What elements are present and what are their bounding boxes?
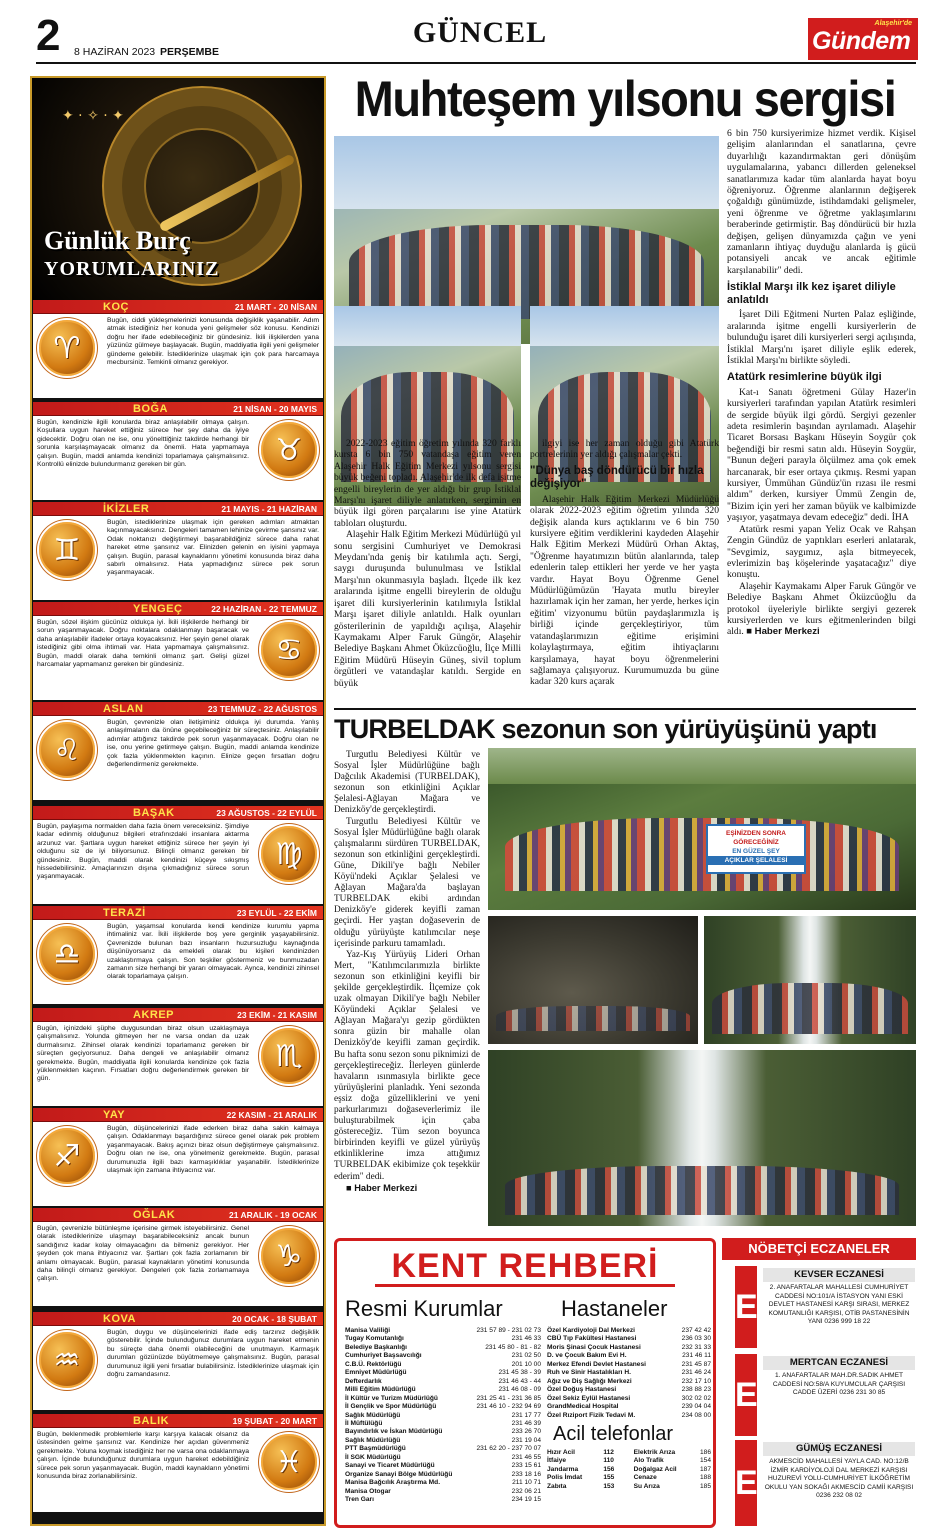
resmi-list	[345, 1327, 541, 1505]
zodiac-icon: ♓	[261, 1434, 317, 1490]
star-decor-icon: ✦ · ✧ · ✦	[62, 108, 124, 124]
rehber-phone: 233 26 70	[511, 1428, 541, 1436]
rehber-phone: 232 31 33	[681, 1343, 711, 1351]
horoscope-sign	[33, 300, 323, 398]
rehber-row	[345, 1344, 541, 1352]
eczane-title: NÖBETÇİ ECZANELER	[722, 1238, 916, 1260]
sign-dates: 21 MAYIS - 21 HAZİRAN	[221, 504, 317, 514]
rehber-label: İl SGK Müdürlüğü	[345, 1453, 401, 1461]
rehber-row	[345, 1412, 541, 1420]
weekday-text: PERŞEMBE	[160, 46, 219, 58]
hikers-banner	[706, 824, 806, 874]
rehber-phone: 231 45 87	[681, 1360, 711, 1368]
sign-name: BOĞA	[133, 403, 168, 415]
rehber-row	[547, 1378, 711, 1386]
rehber-row	[345, 1445, 541, 1453]
acil-label-2: Cenaze	[633, 1474, 657, 1482]
rehber-label: Merkez Efendi Devlet Hastanesi	[547, 1360, 646, 1368]
rehber-label: İl Gençlik ve Spor Müdürlüğü	[345, 1403, 437, 1411]
rehber-phone: 231 46 55	[511, 1453, 541, 1461]
rehber-label: İl Kültür ve Turizm Müdürlüğü	[345, 1394, 438, 1402]
rehber-row	[547, 1369, 711, 1377]
sign-text: Bugün, çevrenizle bütünleşme içerisine girmek isteyebilirsiniz. Genel olarak istediklerinize ulaşmayı başarabileceksiniz ancak bunun sandığınız kadar kolay olmayacağını da bilmeniz gerekiyor. Her şeyden çok mana ihtiyacınız var. Şartları çok fazla zorlamanın bir anlamı olmayacak. Bugün, parasal kaynakların yönetimi konusunda daha bilinçli olmanız gerekiyor. Dengeleri çok fazla zorlamamaya çalışın.	[37, 1225, 249, 1283]
article2-para2: Turgutlu Belediyesi Kültür ve Sosyal İşler Müdürlüğüne bağlı olarak çalışmalarını sürdüren TURBELDAK, sezonun son etkinliğini gerçekleştirdi. Güne, Dikili'ye bağlı Nebiler Köyü'ndeki Açıklar Şelalesi ve Ağlayan Mağara'da başlayan TURBELDAK ekibi ardından Denizköy'e giderek keyifli zaman geçirdi. Her yaştan doğaseverin de olduğu yürüyüşte katılımcılar neşe içerisinde parkuru tamamladı.	[334, 816, 480, 949]
rehber-row	[345, 1428, 541, 1436]
photo-cave	[488, 916, 698, 1044]
zodiac-icon: ♒	[39, 1332, 95, 1388]
eczane-name: GÜMÜŞ ECZANESİ	[763, 1442, 915, 1456]
rehber-row	[345, 1437, 541, 1445]
sign-text: Bugün, sözel ilişkim gücünüz oldukça iyi. İkili ilişkilerde herhangi bir sorun yaşanmayacak. Doğru noktalara odaklanmayı başaracak ve daha anlaşılabilir ifadeler ortaya koyacaksınız. Her şeyin genel olarak istediğiniz gibi olma ihtimali var. Hata yapmamaya çalışmalısınız. Bugün, maddi olarak daha temkinli olmanız şart. Gelişi güzel harcamalar yapmamanız gereken bir gündesiniz.	[37, 619, 249, 669]
date-text: 8 HAZİRAN 2023	[74, 46, 156, 58]
sign-dates: 23 TEMMUZ - 22 AĞUSTOS	[207, 704, 317, 714]
eczane-address: 1. ANAFARTALAR MAH.DR.SADIK AHMET CADDESİ NO:58/A KUYUMCULAR ÇARŞISI CADDE ÜZERİ 0236 231 30 85	[772, 1372, 906, 1396]
rehber-row	[345, 1361, 541, 1369]
rehber-row	[547, 1361, 711, 1369]
eczane-item	[735, 1266, 915, 1348]
rehber-label: Manisa Valiliği	[345, 1327, 391, 1334]
sign-dates: 23 AĞUSTOS - 22 EYLÜL	[216, 808, 317, 818]
rehber-phone: 201 10 00	[511, 1360, 541, 1368]
sign-dates: 23 EKİM - 21 KASIM	[237, 1010, 317, 1020]
article1-subhead2: İstiklal Marşı ilk kez işaret diliyle anlatıldı	[727, 281, 896, 306]
zodiac-icon: ♑	[261, 1228, 317, 1284]
hastane-list	[547, 1327, 711, 1420]
sign-name: BALIK	[133, 1415, 170, 1427]
acil-phone: 156	[603, 1465, 615, 1473]
rehber-label: PTT Başmüdürlüğü	[345, 1445, 406, 1453]
rehber-row	[547, 1335, 711, 1343]
sign-text: Bugün, yaşamsal konularda kendi kendinize kurumlu yapma ihtimaliniz var. İkili ilişkilerde boş yere gerginlik yaşayabilirsiniz. Çevrenizde bulunan bazı insanların huzursuzluğu kaynağında düşünüyorsanız da emekleli olarak bu kişileri kendinizden uzaklaştırmaya çalışın. Son teşkiler göstermeniz ve bunmuzadan zamanın size herhangi bir yararı olmayacak. Aynca, kendinizi zihinsel olarak toparlamaya çalışın.	[107, 923, 319, 981]
rehber-phone: 234 19 15	[511, 1496, 541, 1504]
rehber-phone: 231 46 24	[681, 1369, 711, 1377]
article2-byline: ■ Haber Merkezi	[346, 1182, 418, 1193]
rehber-phone: 232 06 21	[511, 1487, 541, 1495]
rehber-label: Emniyet Müdürlüğü	[345, 1369, 407, 1377]
zodiac-icon: ♋	[261, 622, 317, 678]
sign-dates: 21 MART - 20 NİSAN	[234, 302, 317, 312]
eczane-e-icon: E	[735, 1266, 757, 1348]
article2-text	[334, 750, 480, 1194]
acil-phone-2: 154	[699, 1457, 711, 1465]
sign-text: Bugün, içinizdeki şüphe duygusundan biraz olsun uzaklaşmaya çalışmalısınız. Yolunda gitmeyen her ne varsa ondan da uzak durmalısınız. Zihinsel olarak kendinizi toparlamanız gereken bir süreçten geçiyorsunuz. Daha dengeli ve anlaşılabilir olmanız gerekmekte. Bugün, maddiyatla ilgili konularda kendinize çok fazla yüklenmekten kaçının. Fırsatları doğru değerlendirmek gereken bir gün.	[37, 1025, 249, 1083]
horoscope-sign	[33, 1108, 323, 1206]
rehber-label: Manisa Otogar	[345, 1487, 391, 1495]
sign-dates: 20 OCAK - 18 ŞUBAT	[232, 1314, 317, 1324]
sign-text: Bugün, beklenmedik problemlerle karşı karşıya kalacak olsanız da üstesinden gelme şansınız var. Kendinize her açıdan güvenmeniz gerekmekte. Yoluna koymak istediğiniz her ne varsa ona odaklanmaya çalışın. İçinde bulunduğunuz durumlara uygun hareket edebildiğiniz sürece pek sorun yaşanmayacak. Bugün, maddi kaynakların yönetimi konusunda biraz zorlanabilirsiniz.	[37, 1431, 249, 1481]
banner-line3: EN GÜZEL ŞEY	[732, 848, 780, 855]
article2-para1: Turgutlu Belediyesi Kültür ve Sosyal İşler Müdürlüğüne bağlı Dağcılık Akademisi (TURBELDAK), sezonun son etkinliğini Açıklar Şelalesi-Ağlayan Mağara ve Denizköy'de gerçekleştirdi.	[334, 750, 480, 816]
sign-name: TERAZİ	[103, 907, 146, 919]
rehber-phone: 234 08 00	[681, 1411, 711, 1419]
acil-list	[547, 1449, 711, 1491]
rehber-phone: 231 17 77	[511, 1411, 541, 1419]
rehber-row	[345, 1327, 541, 1335]
logo-top: Alaşehir'de	[874, 20, 912, 27]
rehber-label: Milli Eğitim Müdürlüğü	[345, 1386, 416, 1394]
acil-label: Polis İmdat	[547, 1474, 583, 1482]
rehber-phone: 302 02 02	[681, 1394, 711, 1402]
rehber-label: Özel Sekiz Eylül Hastanesi	[547, 1394, 631, 1402]
sign-name: OĞLAK	[133, 1209, 176, 1221]
acil-label: İtfaiye	[547, 1457, 567, 1465]
horoscope-sign	[33, 602, 323, 700]
banner-line4: AÇIKLAR ŞELALESİ	[708, 856, 804, 865]
sign-name: BAŞAK	[133, 807, 175, 819]
page-number: 2	[36, 11, 61, 60]
article1-para5: 6 bin 750 kursiyerimize hizmet verdik. Kişisel gelişim alanlarından el sanatlarına, çevre duyarlılığı kazandırmaktan geri dönüşüm uygulamalarına, yabancı dillerden geleneksel sanatlarımıza kadar tüm alanlarda hayat boyu öğreniyoruz. Öğrenme alanlarının değişerek çoğaldığı günümüzde, istihdamdaki gelişmeler, yeni öğrenme ve öğretme yaklaşımlarını beraberinde getirmiştir. Baş döndürücü bir hızla değişen, gelişen dünyamızda çağın ve yeni zamanların ihtiyaç duyduğu alanlarda iş gücü potansiyeli ancak ve ancak eğitimle karşılanabilir" dedi.	[727, 128, 916, 276]
acil-row	[547, 1474, 711, 1482]
rehber-phone: 236 03 30	[681, 1335, 711, 1343]
rehber-row	[547, 1386, 711, 1394]
rehber-phone: 231 46 39	[511, 1419, 541, 1427]
rehber-label: Sanayi ve Ticaret Müdürlüğü	[345, 1462, 435, 1470]
eczane-e-icon: E	[735, 1440, 757, 1526]
sign-dates: 19 ŞUBAT - 20 MART	[232, 1416, 317, 1426]
rehber-row	[345, 1496, 541, 1504]
rehber-label: C.B.Ü. Rektörlüğü	[345, 1360, 402, 1368]
rehber-label: Organize Sanayi Bölge Müdürlüğü	[345, 1470, 453, 1478]
rehber-row	[345, 1395, 541, 1403]
acil-label-2: Alo Trafik	[633, 1457, 664, 1465]
rehber-label: Moris Şinasi Çocuk Hastanesi	[547, 1343, 641, 1351]
sign-name: İKİZLER	[103, 503, 150, 515]
sign-dates: 23 EYLÜL - 22 EKİM	[236, 908, 317, 918]
zodiac-wheel-graphic	[102, 86, 302, 286]
rehber-label: Manisa Bağcılık Araştırma Md.	[345, 1479, 441, 1487]
zodiac-icon: ♍	[261, 826, 317, 882]
article1-para2: Alaşehir Halk Eğitim Merkezi Müdürlüğü yıl sonu sergisini Cumhuriyet ve Demokrasi Meydanı'nda geniş bir katılımla açtı. Sergi, saygı duruşunda bulunulması ve İstiklal Marşı'nın okunmasıyla başladı. İlçede ilk kez aralarında işitme engelli bireylerin de olduğu işaret dili kursiyerlerinin katılımıyla İstiklal Marşı işaret diliyle anlatıldı. Halk oyunları gösterilerinin de yapıldığı açılışa, Alaşehir Kaymakamı Alper Faruk Güngör, Alaşehir Belediye Başkanı Ahmet Öküzcüoğlu, İlçe Milli Eğitim Müdürü Hüseyin Güneş, sivil toplum örgütleri ve vatandaşlar katıldı. Sergide en büyük	[334, 529, 521, 689]
rehber-label: Sağlık Müdürlüğü	[345, 1436, 401, 1444]
sign-text: Bugün, duygu ve düşüncelerinizi ifade ediş tarzınız değişiklik gösterebilir. İçinde bulunduğunuz durumlara uygun hareket etmenin bu süreçte daha önemli olabileceğini de unutmayın. Karmaşık durumları gözünüzde büyütmemeye çalışmalısınız. Bugün, parasal durumunuz ilgili yeni fırsatlar bulabilirsiniz. İstediklerinize ulaşmak için doğru zamandasınız.	[107, 1329, 319, 1379]
acil-label: Jandarma	[547, 1465, 579, 1473]
acil-phone: 155	[603, 1474, 615, 1482]
sign-text: Bugün, paylaşıma normalden daha fazla önem vereceksiniz. Şimdiye kadar edinmiş olduğunuz bilgileri etrafınızdaki insanlara aktarma arzunuz var. Şartlara uygun hareket ettiğiniz sürece her şeyin iyi olduğunu siz de iyi biliyorsunuz. Bilinçli olmanız gereken bir gündesiniz. Bugün, maddi olarak kendinizi küçeye sıkışmış hissedebilirsiniz. Amaçlarınızın dışına çıkmadığınız sürece sorun yaşanmayacak.	[37, 823, 249, 881]
horoscope-sign	[33, 1414, 323, 1512]
rehber-row	[345, 1386, 541, 1394]
issue-date	[74, 46, 219, 58]
sign-text: Bugün, ciddi yükleşmelerinizi konusunda değişiklik yaşanabilir. Adım atmak istediğiniz her konuda yeni gelişmeler söz konusu. Kendinizi doğru her ifade edebileceğiniz bir gündesiniz. İkili ilişkilerden yana yüzünüz gülmeye başlayacak. Bugün, maddiyatla ilgili yeni gelişmeler gündeme gelebilir. İstediklerinize ulaşmak için çok para harcamaya mecbursiniz. Temkinli olmanız gerekiyor.	[107, 317, 319, 367]
photo-group-hikers	[488, 748, 916, 910]
article1-para9	[727, 581, 916, 638]
eczane-item	[735, 1354, 915, 1436]
rehber-label: Defterdarlık	[345, 1377, 382, 1385]
rehber-phone: 231 57 89 - 231 02 73	[476, 1327, 541, 1334]
rehber-row	[345, 1479, 541, 1487]
banner-line1: EŞİNİZDEN SONRA	[726, 830, 786, 837]
rehber-label: D. ve Çocuk Bakım Evi H.	[547, 1352, 627, 1360]
rehber-phone: 231 46 33	[511, 1335, 541, 1343]
zodiac-icon: ♏	[261, 1028, 317, 1084]
article2-headline: TURBELDAK sezonun son yürüyüşünü yaptı	[334, 714, 877, 744]
zodiac-icon: ♉	[261, 422, 317, 478]
article1-col3	[727, 128, 916, 638]
zodiac-icon: ♈	[39, 320, 95, 376]
acil-phone: 110	[603, 1457, 614, 1465]
article1-para3: ilgiyi ise her zaman olduğu gibi Atatürk portrelerinin yer aldığı çalışmalar çekti.	[530, 438, 719, 461]
article1-col1	[334, 438, 521, 689]
resmi-title: Resmi Kurumlar	[345, 1296, 503, 1321]
sign-name: ASLAN	[103, 703, 144, 715]
rehber-label: Bayındırlık ve İskan Müdürlüğü	[345, 1428, 443, 1436]
rehber-phone: 231 19 04	[511, 1436, 541, 1444]
rehber-row	[547, 1395, 711, 1403]
rehber-phone: 237 42 42	[681, 1327, 711, 1334]
acil-phone-2: 185	[699, 1482, 711, 1490]
rehber-label: CBÜ Tıp Fakültesi Hastanesi	[547, 1335, 637, 1343]
sign-dates: 22 HAZİRAN - 22 TEMMUZ	[211, 604, 317, 614]
article1-para4: Alaşehir Halk Eğitim Merkezi Müdürlüğü olarak 2022-2023 eğitim öğretim yılında 320 değişik alanda kurs açtıklarını ve 6 bin 750 kursiyere eğitim verdiklerini kaydeden Alaşehir Halk Eğitim Merkezi Müdürü Orhan Aktaş, "Öğrenme hayatımızın bütün alanlarında, talep edenlerin talep ettikleri her yerde ve her yaşta vardır. Hayat Boyu Öğrenme Genel Müdürlüğümüzün 'Hayata mutlu bireyler hazırlamak için her zaman, her yerde, herkes için eğitim' vizyonumu bütün paydaşlarımızla iş birliği içinde gerçekleştiriyor, tüm vatandaşlarımızın eğitime erişimini kolaylaştırmaya, eğitim ihtiyaçlarını karşılamaya, hayat boyu öğrenmelerini sağlamaya çalışıyoruz. Kurumumuzda bu güne kadar 320 kurs açarak	[530, 493, 719, 688]
acil-row	[547, 1449, 711, 1457]
rehber-label: Tren Garı	[345, 1496, 374, 1504]
hastane-title: Hastaneler	[561, 1296, 668, 1321]
zodiac-icon: ♊	[39, 522, 95, 578]
horoscope-sign	[33, 906, 323, 1004]
rehber-phone: 233 18 16	[511, 1470, 541, 1478]
horoscope-sign	[33, 702, 323, 800]
acil-phone-2: 186	[699, 1449, 711, 1456]
rehber-phone: 238 88 23	[681, 1386, 711, 1394]
rehber-row	[345, 1488, 541, 1496]
rehber-phone: 231 45 80 - 81 - 82	[485, 1343, 541, 1351]
sign-dates: 21 ARALIK - 19 OCAK	[228, 1210, 317, 1220]
acil-label: Zabıta	[547, 1482, 567, 1490]
horoscope-panel	[30, 76, 326, 1526]
article1-byline: ■ Haber Merkezi	[746, 626, 820, 638]
rehber-label: Özel Rıziport Fizik Tedavi M.	[547, 1411, 636, 1419]
rehber-row	[547, 1412, 711, 1420]
horoscope-sign	[33, 502, 323, 600]
rehber-row	[345, 1335, 541, 1343]
horoscope-title-line2: YORUMLARINIZ	[44, 258, 220, 280]
photo-waterfall-stream	[488, 1050, 916, 1226]
acil-label-2: Su Arıza	[633, 1482, 660, 1490]
kent-rehberi	[334, 1238, 716, 1528]
article-turbeldak	[334, 712, 916, 1232]
rehber-phone: 231 25 41 - 231 36 85	[476, 1394, 541, 1402]
horoscope-sign	[33, 1208, 323, 1306]
horoscope-sign	[33, 1312, 323, 1410]
article1-headline: Muhteşem yılsonu sergisi	[354, 71, 896, 127]
rehber-row	[547, 1344, 711, 1352]
zodiac-icon: ♐	[39, 1128, 95, 1184]
rehber-label: Ruh ve Sinir Hastalıkları H.	[547, 1369, 631, 1377]
sign-dates: 22 KASIM - 21 ARALIK	[226, 1110, 317, 1120]
sign-name: AKREP	[133, 1009, 175, 1021]
rehber-row	[345, 1471, 541, 1479]
zodiac-icon: ♎	[39, 926, 95, 982]
rehber-row	[345, 1369, 541, 1377]
article1-para1: 2022-2023 eğitim öğretim yılında 320 farklı kursta 6 bin 750 vatandaşa eğitim veren Alaşehir Halk Eğitim Merkezi yılsonu sergisi büyük beğeni topladı. Alaşehir'de ilk defa işitme engelli bireylerin de yer aldığı bir grup İstiklal Marşı'nı işaret diliyle anlatırken, sergimin en büyük ilgi gören parçalarını ise yine Atatürk tabloları oluşturdu.	[334, 438, 521, 529]
page-header	[0, 0, 950, 60]
horoscope-title-line1: Günlük Burç	[44, 226, 191, 255]
sign-name: KOVA	[103, 1313, 136, 1325]
horoscope-sign	[33, 402, 323, 500]
rehber-label: Sağlık Müdürlüğü	[345, 1411, 401, 1419]
logo	[808, 18, 918, 60]
acil-phone: 153	[603, 1482, 615, 1490]
rehber-phone: 231 62 20 - 237 70 07	[476, 1445, 541, 1453]
eczane-name: MERTCAN ECZANESİ	[763, 1356, 915, 1370]
rehber-title: KENT REHBERİ	[375, 1245, 675, 1287]
logo-main: Gündem	[812, 27, 911, 55]
rehber-label: Tugay Komutanlığı	[345, 1335, 404, 1343]
sign-text: Bugün, istediklerinize ulaşmak için gereken adımları atmaktan kaçınmayacaksınız. Dengeleri tamamen lehinize çevirme şansınız var. Odak noktanızı değiştirmeyi başarabildiğiniz sürece daha rahat hareket etme şansınız var. Elinizden gelenin en iyisini yapmaya çalışın. Bugün, parasal kaynaklarını yönetimi konusunda biraz daha sabırlı olmalısınız. Hata yapmadığınız sürece pek sorun yaşanmayacak.	[107, 519, 319, 577]
rehber-label: Cumhuriyet Başsavcılığı	[345, 1352, 422, 1360]
acil-phone-2: 188	[699, 1474, 711, 1482]
rehber-row	[547, 1403, 711, 1411]
sign-text: Bugün, düşüncelerinizi ifade ederken biraz daha sakin kalmaya çalışın. Odaklanmayı başardığınız sürece genel olarak pek problem yaşanmayacak. Bakış açınızı biraz olsun değiştirmeye çalışmalısınız. Doğru olan ne ise, ona yönelmeniz gerekmekte. Bugün, parasal durumunuzla ilgili bazı karmaşıklıklar yaşanabilir. İstediklerinize ulaşmak için zamana ihtiyacınız var.	[107, 1125, 319, 1175]
horoscope-sign	[33, 1008, 323, 1106]
article2-para3: Yaz-Kış Yürüyüş Lideri Orhan Mert, "Katılımcılarımızla birlikte sezonun son etkinliğini keyifli bir şekilde gerçekleştirdik. İlçemize çok uzak olmayan Dikili'ye bağlı Nebiler Köyündeki Açıklar Şelalesi ve Ağlayan Mağara'yı gezip gördükten sonra güzin bir mahalle olan Denizköy'de keyifli zaman geçirdik. Bu hafta sonu sezon sonu piknimizi de gerçekleştireceğiz. İlerleyen günlerde havaların ısınmasıyla birlikte gece yürüyüşlerini planladık. Yeni sezonda eşsiz doğa güzelliklerini ve yeni parkurlarımızı doğaseverlerimiz ile buluşturabilmek için çaba göstereceğiz. Tüm sezon boyunca birbirinden keyifli ve güzel yürüyüş etkinliklerine imza attığımız TURBELDAK ekibimize çok teşekkür ederim" dedi.	[334, 949, 480, 1182]
rehber-label: Ağız ve Diş Sağlığı Merkezi	[547, 1377, 632, 1385]
sign-text: Bugün, çevrenizle olan iletişiminiz oldukça iyi durumda. Yanlış anlaşılmaların da önüne geçebileceğiniz bir süreçtesiniz. Anlaşılabilir adımlar attığınız takdirde pek sorun yaşanmayacak. Doğru olan ne ise, onu yerine getirmeye çalışın. Bugün, maddi anlamda kendinize çok fazla yüklenmekten kaçının. Elinize geçen fırsatları doğru değerlendirmeniz gerekmekte.	[107, 719, 319, 769]
rehber-row	[547, 1352, 711, 1360]
rehber-phone: 233 15 61	[511, 1462, 541, 1470]
zodiac-icon: ♌	[39, 722, 95, 778]
rehber-row	[345, 1352, 541, 1360]
horoscope-banner	[32, 78, 324, 300]
rehber-label: İl Müftülüğü	[345, 1419, 383, 1427]
rehber-row	[345, 1462, 541, 1470]
article1-subhead1: "Dünya baş döndürücü bir hızla değişiyor"	[530, 464, 704, 490]
sign-name: YENGEÇ	[133, 603, 183, 615]
rehber-phone: 231 46 08 - 09	[498, 1386, 541, 1394]
rehber-phone: 231 46 43 - 44	[498, 1377, 541, 1385]
article1-subhead3: Atatürk resimlerine büyük ilgi	[727, 371, 882, 384]
section-title: GÜNCEL	[412, 16, 548, 49]
sign-name: YAY	[103, 1109, 126, 1121]
acil-label-2: Doğalgaz Acil	[633, 1465, 677, 1473]
rehber-row	[345, 1378, 541, 1386]
acil-row	[547, 1457, 711, 1465]
article1-para9-text: Alaşehir Kaymakamı Alper Faruk Güngör ve Belediye Başkanı Ahmet Öküzcüoğlu da protokol üyeleriyle birlikte sergiyi gezerek kursiyerlerden ve kurs eğitmenlerinden bilgi aldı.	[727, 580, 916, 638]
acil-label-2: Elektrik Arıza	[633, 1449, 676, 1456]
acil-phone: 112	[603, 1449, 614, 1456]
article1-para7: Kat-ı Sanatı öğretmeni Gülay Hazer'in kursiyerleri tarafından yapılan Atatürk resimleri de sergide büyük ilgi gördü. Sergiyi gezenler adeta resimlerin başından ayrılamadı. Alaşehir Ticaret Borsası Başkanı Hüseyin Soygür çok beğendiği bir resmi satın aldı. Hüseyin Soygür, "Bunun değeri parayla ölçülmez ama çok emek harcanarak, bir eser ortaya çıkmış. Resmi yapan kursiyer, Ümmühan Gündüz'ün rızası ile resmi aldım" derken, kursiyer Ümmü Zengin de, "Bizim için yeri her zaman büyük ve kalbimizde yaşıyor, yaşatmaya devam edeceğiz" dedi. İHA	[727, 386, 916, 524]
article-divider	[334, 708, 916, 710]
article1-para6: İşaret Dili Eğitmeni Nurten Palaz eşliğinde, aralarında işitme engelli kursiyerlerin de bulunduğu işaret dili kursiyerleri sergi açılışında, İstiklal Marşı'nı işaret diliyle eşlik ederek, İstiklal Marşı'nı birlikte söyledi.	[727, 309, 916, 366]
header-rule	[36, 62, 916, 64]
sign-name: KOÇ	[103, 301, 129, 313]
rehber-row	[345, 1454, 541, 1462]
rehber-label: Özel Doğuş Hastanesi	[547, 1386, 617, 1394]
rehber-phone: 231 02 50	[511, 1352, 541, 1360]
eczane-e-icon: E	[735, 1354, 757, 1436]
rehber-label: Belediye Başkanlığı	[345, 1343, 407, 1351]
eczane-name: KEVSER ECZANESİ	[763, 1268, 915, 1282]
article1-col2	[530, 438, 719, 688]
banner-line2: GÖRECEĞİNİZ	[733, 839, 779, 846]
acil-row	[547, 1483, 711, 1491]
acil-phone-2: 187	[699, 1465, 711, 1473]
rehber-phone: 239 04 04	[681, 1403, 711, 1411]
photo-waterfall-group	[704, 916, 916, 1044]
rehber-label: Özel Kardiyoloji Dal Merkezi	[547, 1327, 635, 1334]
article-yilsonu	[334, 70, 916, 706]
article1-para8: Atatürk resmi yapan Yeliz Ocak ve Rahşan Zengin Gündüz de yaptıkları eserleri anlatarak, "Sevgimiz, saygımız, aşla bitmeyecek, evlerimizin baş köşelerinde yaşatacağız" diye konuştu.	[727, 523, 916, 581]
rehber-phone: 232 17 10	[681, 1377, 711, 1385]
rehber-row	[345, 1403, 541, 1411]
eczane-item	[735, 1440, 915, 1526]
sign-text: Bugün, kendinizle ilgili konularda biraz anlaşılabilir olmaya çalışın. Koşullara uygun hareket ettiğiniz sürece her şey daha da iyiye gidecektir. Doğru olan ne ise, onu yönelttiğiniz takdirde herhangi bir sorunla karşılaşmayacak olmanız da önemli. Hata yapmamaya çalışın. Bugün, maddi anlamda kendinizi toparlamaya çalışmalısınız. Kontrollü elinizde bulundurmanız gereken bir gün.	[37, 419, 249, 469]
rehber-phone: 231 46 11	[682, 1352, 711, 1360]
rehber-label: GrandMedical Hospital	[547, 1403, 619, 1411]
rehber-phone: 231 46 10 - 232 94 69	[476, 1403, 541, 1411]
rehber-phone: 211 10 71	[512, 1479, 541, 1487]
rehber-phone: 231 45 38 - 39	[498, 1369, 541, 1377]
eczane-address: AKMESCİD MAHALLESİ YAYLA CAD. NO:12/B İZMİR KARDİYOLOJİ DAL MERKEZİ KARŞISI HUZUREVİ YOLU-CUMHURİYET İLKÖĞRETİM OKULU YAN SOKAĞI AKMESCİD CAMİİ KARŞISI 0236 232 08 02	[764, 1458, 914, 1499]
horoscope-sign	[33, 806, 323, 904]
acil-title: Acil telefonlar	[553, 1423, 674, 1445]
acil-label: Hızır Acil	[547, 1449, 575, 1456]
eczane-address: 2. ANAFARTALAR MAHALLESİ CUMHURİYET CADDESİ NO:101/A İSTASYON YANI ESKİ DEVLET HASTANESİ KARŞI SIRASI, MERKEZ KOMUTANLIĞI KARŞISI, OTİB PASTANESİNİN YANI 0236 999 18 22	[768, 1284, 910, 1325]
sign-dates: 21 NİSAN - 20 MAYIS	[233, 404, 317, 414]
